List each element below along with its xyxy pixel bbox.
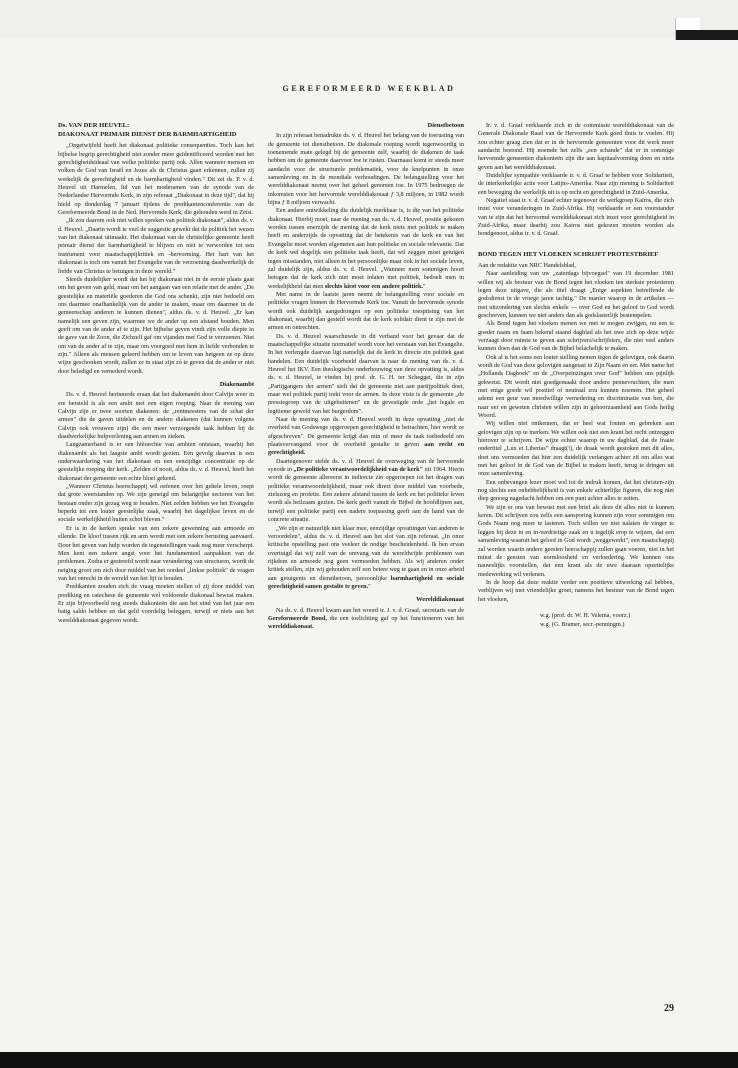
paragraph xyxy=(268,607,464,632)
paragraph: We zijn er ons van bewust met een brief als deze dit alles niet te kunnen keren. Dit schrijven zou zelfs een aansporing kunnen zijn voor sommigen om Gods Naam nog meer te lasteren. Toch willen we niet nalaten de vinger te leggen bij deze in en in-verdrietige zaak en u tegelijk erop te wijzen, dat een samenleving waaruit het geloof in God wordt „weggewerkt", een maatschappij zal worden waarin andere geesten heerschappij zullen gaan voeren, niet in het minst de geesten van normloosheid en verloedering. We kunnen ons nauwelijks voorstellen, dat een krant als de uwe daaraan opzettelijke medewerking wil verlenen. xyxy=(478,503,674,578)
paragraph: Negatief staat ir. v. d. Graaf echter tegenover de werkgroep Kairos, die zich inzet voor veranderingen in Zuid-Afrika. Hij verklaarde er een voorstander van te zijn dat het hervormd werelddiakonaat zich inzet voor gerechtigheid in Zuid-Afrika, maar daarbij zou Kairos niet gekozen moeten worden als bondgenoot, aldus ir. v. d. Graaf. xyxy=(478,197,674,238)
column-left xyxy=(58,122,254,625)
letter-addressee: Aan de redaktie van NRC Handelsblad, xyxy=(478,261,576,269)
column-right xyxy=(478,122,674,629)
paragraph: In de hoop dat deze reaktie verder een positieve uitwerking zal hebben, verblijven wij met vriendelijke groet, namens het bestuur van de Bond tegen het vloeken, xyxy=(478,578,674,603)
subheading-dienstbetoon: Dienstbetoon xyxy=(427,122,464,129)
letter-title: BOND TEGEN HET VLOEKEN SCHRIJFT PROTESTBRIEF xyxy=(478,250,659,258)
subheading-werelddiakonaat: Werelddiakonaat xyxy=(416,596,464,604)
page-number: 29 xyxy=(664,1003,674,1014)
paragraph: Steeds duidelijker wordt dat het bij diakonaat niet in de eerste plaats gaat om het geven van geld, maar om het aangaan van een relatie met de ander. „De geestelijke en materiële goederen die God ons schenkt, zijn niet bedoeld om ons daarmee onafhankelijk van de ander te maken, maar om daarmee in de gemeenschap anderen te kunnen dienen", aldus ds. v. d. Heuvel. „Er kan namelijk een geven zijn, waarmee we de ander op een afstand houden. Men geeft om van de ander af te zijn. Het bijbelse geven vindt zijn volle diepte in de gave van de Zoon, die Zichzelf gaf om vijanden met God te verzoenen. Niet om van de ander af te zijn, maar om voorgoed met hem in liefde verbonden te zijn." Alleen als mensen geleerd hebben om te leven van hetgeen ze op deze wijze geschonken wordt, zullen ze in staat zijn zó te geven dat de ander er niet door beledigd en vernederd wordt. xyxy=(58,275,254,375)
paragraph: Predikanten zouden zich de vraag moeten stellen of zij door middel van prediking en catechese de gemeente wel voldoende diakonaal bewust maken. Er zijn bijvoorbeeld nog steeds diakonieën die aan het eind van het jaar een batig saldo hebben en dat geld voordelig beleggen, terwijl er niets aan het werelddiakonaat gegeven wordt. xyxy=(58,583,254,624)
signature-line: w.g. (G. Bramer, secr.-penningm.) xyxy=(540,620,625,628)
emphasis: werelddiakonaat. xyxy=(268,623,314,631)
text-run: „We zijn er natuurlijk niet klaar mee, eenzijdige opvattingen van anderen te veroordelen", aldus ds. v. d. Heuvel aan het slot van zijn referaat. „In onze kritische opstelling past ons veeleer de nodige bescheidenheid. Ik ben ervan overtuigd dat wij zelf van de omvang van de wereldwijde problemen van rijkdom en armoede nog geen vermoeden hebben. Als wij anderen onder kritiek stellen, zijn wij gehouden zelf een betere weg te gaan en in onze arbeid aan getuigenis en dienstbetoon, persoonlijke xyxy=(268,524,464,582)
paragraph: In zijn referaat benadrukte ds. v. d. Heuvel het belang van de toerusting van de gemeente tot dienstbetoon. De diakonale roeping wordt tegenwoordig in toenemende mate gelegd bij de gemeente zelf, waarbij de diakenen de taak hebben om de gemeente daarvoor toe te rusten. Daarnaast komt er steeds meer aandacht voor de structurele problematiek, voor de knelpunten in onze samenleving en in de mondiale verhoudingen. De belangstelling voor het werelddiakonaat neemt over het geheel genomen toe. In 1975 bedroegen de inkomsten voor het hervormde werelddiakonaat ƒ 3,8 miljoen, in 1982 wordt bijna ƒ 8 miljoen verwacht. xyxy=(268,132,464,207)
text-run: " xyxy=(422,282,426,290)
running-header: GEREFORMEERD WEEKBLAD xyxy=(282,84,456,93)
text-run: Na ds. v. d. Heuvel kwam aan het woord ir. J. v. d. Graaf, secretaris van de xyxy=(276,606,464,614)
paragraph: Ds. v. d. Heuvel herinnerde eraan dat het diakenambt door Calvijn weer in ere hersteld is als een ambt met een eigen roeping. Naar de mening van Calvijn zijn er twee soorten diakenen: de „rentmeesters van de schat der armen" die de gaven uitdelen en de andere diakenen (dat kunnen volgens Calvijn ook vrouwen zijn) die een meer verzorgende taak hebben bij de daadwerkelijke hulpverlening aan armen en zieken. xyxy=(58,391,254,441)
paragraph: Ds. v. d. Heuvel waarschuwde in dit verband voor het gevaar dat de maatschappelijke situatie normatief wordt voor het verstaan van het Evangelie. In het verlengde daarvan ligt namelijk dat de kerk in directe zin politiek gaat handelen. Een duidelijk voorbeeld daarvan is naar de mening van ds. v. d. Heuvel het IKV. Een theologische onderbouwing van deze opvatting is, aldus ds. v. d. Heuvel, te vinden bij prof. dr. G. H. ter Schegget, die in zijn „Partijgangers der armen" stelt dat de gemeente niet aan partijpolitiek doet, maar wel politiek partij trekt voor de armen. In deze visie is de gemeente „de pressiegroep van de uitgebuitenen" en de gevestigde orde „het legale en legitieme geweld van het burgerdom". xyxy=(268,332,464,415)
scan-border-bottom xyxy=(0,1052,738,1068)
paragraph: „Wanneer Christus heerschappij wil oefenen over het gehele leven, roept dat grote weerstanden op. We zijn geneigd om belangrijke sectoren van het bestaan onder zijn gezag weg te houden. Niet zelden hebben we het Evangelie beperkt tot een louter geestelijke zaak, waarbij het dagelijkse leven en de sociale werkelijkheid buiten schot bleven." xyxy=(58,483,254,524)
paragraph: Wij willen niet ontkennen, dat er heel wat fouten en gebreken aan gelovigen zijn op te merken. We willen ook niet een krant het recht ontzeggen hierover te schrijven. De wijze echter waarop in uw dagblad, dat de fraaie ondertitel „Lux et Libertas" draagt(!), de draak wordt gestoken met dit alles, doet ons vermoeden dat hier een duidelijk verlangen achter zit om alles wat met het geloof in de God van de Bijbel te maken heeft, terug te dringen uit onze samenleving. xyxy=(478,420,674,478)
paragraph xyxy=(268,207,464,290)
paragraph: Ook al is het soms een louter stelling nemen tegen de gelovigen, ook daarin wordt de God van deze gelovigen aangetast in Zijn Naam en eer. Met name het „Hollands Dagboek" en de „Overpeinzingen over God" hebben ons pijnlijk gekwetst. Dit wordt niet goedgemaakt door andere pennevruchten, die men met enige goede wil positief of neutraal zou kunnen noemen. Het geheel ademt een geur van moedwillige vernedering en discriminatie van hen, die naar eer en geweten christen willen zijn in gehoorzaamheid aan Gods heilig Woord. xyxy=(478,353,674,419)
emphasis: aan recht en gerechtigheid. xyxy=(268,441,465,457)
paragraph: Ir. v. d. Graaf verklaarde zich in de commissie werelddiakonaat van de Generale Diakonale Raad van de Hervormde Kerk goed thuis te voelen. Hij zou echter graag zien dat er in de hervormde gemeenten voor dit werk meer aandacht bestond. Hij noemde het zelfs „een schande" dat er in sommige hervormde gemeenten diakonieën zijn die aan kapitaalvorming doen en niets geven aan het werelddiakonaat. xyxy=(478,122,674,171)
paragraph: Er is in de kerken sprake van een zekere gewenning aan armoede en ellende. De kloof tussen rijk en arm wordt met een zekere berusting aanvaard. Door het geven van hulp worden de tegenstellingen vaak nog meer verscherpt. Men kent een zekere angst voor het fundamenteel aanpakken van de problemen. Zodra er gestreefd wordt naar verandering van structuren, wordt de neiging groot om zich door middel van het oordeel „linkse politiek" de vragen van het onrecht in de wereld van het lijf te houden. xyxy=(58,524,254,582)
paragraph xyxy=(268,416,464,458)
paragraph: Duidelijke sympathie verklaarde ir. v. d. Graaf te hebben voor Solidariteit, de interkerkelijke actie voor Latijns-Amerika. Naar zijn mening is Solidariteit een beweging die werkelijk uit is op recht en gerechtigheid in Zuid-Amerika. xyxy=(478,172,674,196)
paragraph: Naar aanleiding van uw „zaterdags bijvoegsel" van 19 december 1981 willen wij als bestuur van de Bond tegen het vloeken ten sterkste protesteren tegen deze uitgave, die als titel draagt „Enige aspekten betreffende de godsdienst in de vroege jaren tachtig." De manier waarop in de artikelen — met uitzondering van slechts enkele — over God en het geloof in God wordt geschreven, kunnen we niet anders dan als godslasterlijk bestempelen. xyxy=(478,270,674,319)
emphasis: barmhartigheid en sociale gerechtigheid samen gestalte te geven. xyxy=(268,574,465,590)
text-run: die een toelichting gaf op het functioneren van het xyxy=(329,614,465,622)
text-run: uit 1964. Hierin wordt de gemeente allereerst in indirecte zin opgeroepen tot het dragen van politieke verantwoordelijkheid, maar ook direct door middel van voorbede, zielszorg en profetie. Een zekere afstand tussen de kerk en het politieke leven wordt als heilzaam gezien. De kerk geeft vanuit de Bijbel de hoofdlijnen aan, terwijl een politieke partij een nadere toepassing geeft aan de hand van de concrete situatie. xyxy=(268,466,465,524)
article-author: Ds. VAN DER HEUVEL: xyxy=(58,122,130,129)
subheading-diakenambt: Diakenambt xyxy=(219,380,254,388)
column-middle xyxy=(268,122,464,632)
scan-border-top xyxy=(0,0,738,38)
text-run: Naar de mening van ds. v. d. Heuvel wordt in deze opvatting „niet de overheid van Godswege opgeroepen gerechtigheid te betrachten, hier wordt ze afgeschreven". De gemeente krijgt dan min of meer de taak toebedeeld om plaatsvervangend voor de overheid gestalte te geven xyxy=(268,416,464,449)
article-title: DIAKONAAT PRIMAIR DIENST DER BARMHARTIGHEID xyxy=(58,131,237,139)
paragraph: Een onbevangen lezer moet wel tot de indruk komen, dat het christen-zijn nog slechts een onhebbelijkheid is van enkele achterlijke figuren, die nog niet diep genoeg nagedacht hebben om een punt achter alles te zetten. xyxy=(478,478,674,503)
text-run: Een andere ontwikkeling die duidelijk merkbaar is, is die van het politieke diakonaat. Hierbij moet, naar de mening van ds. v. d. Heuvel, positie gekozen worden tussen enerzijds de mening dat de kerk niets met politiek te maken heeft en anderzijds de opvatting dat de betekenis van de kerk en van het Evangelie moet worden afgemeten aan hun politieke en sociale relevantie. Dat de kerk wel degelijk een politieke taak heeft, dat wil zeggen moet getuigen tegen misstanden, niet alleen in het persoonlijke maar ook in het sociale leven, zal duidelijk zijn, aldus ds. v. d. Heuvel. „Wanneer men sommigen hoort betogen dat de kerk zich niet moet inlaten met politiek, bedoelt men in werkelijkheid dat men xyxy=(268,207,464,290)
paragraph: „Ongetwijfeld heeft het diakonaat politieke consequenties. Toch kan het bijbelse begrip gerechtigheid niet zonder meer geïdentificeerd worden met het gerechtigheidsideaal van welke politieke partij ook. Allen wanneer mensen en volken de God van Israël en Jezus als de Christus gaan erkennen, zullen zij werkelijk de gerechtigheid en de barmhartigheid vinden." Dit zei ds. P. v. d. Heuvel uit Harmelen, lid van het moderamen van de synode van de Nederlandse Hervormde Kerk, in zijn referaat „Diakonaat in deze tijd", dat hij hield op donderdag 7 januari tijdens de predikantenconferentie van de Gereformeerde Bond in de Ned. Hervormde Kerk, die gehouden werd in Zeist. xyxy=(58,142,254,217)
paragraph: Als Bond tegen het vloeken menen we met te mogen zwijgen, nu een te goeder naam en faam bekend staand dagblad als het uwe zich op deze wijze verzaagt door ruimte te geven aan schrijvers/schrijfsters, die niet veel anders kunnen doen dan de God van de Bijbel belachelijk te maken. xyxy=(478,320,674,353)
signature-block xyxy=(478,612,674,629)
paragraph xyxy=(268,458,464,525)
signature-line: w.g. (prof. dr. W. H. Velema, voorz.) xyxy=(540,611,631,619)
emphasis: „De politieke verantwoordelijkheid van de kerk" xyxy=(293,466,424,474)
paragraph: Langzamerhand is er een hiërarchie van ambten ontstaan, waarbij het diakenambt als het laagste ambt wordt gezien. Een gevolg daarvan is een onderwaardering van het diakonaat en een eenzijdige concentratie op de geestelijke roeping der kerk. „Zelden of nooit, aldus ds. v. d. Heuvel, heeft het diakonaat der gemeente een echte bloei gekend. xyxy=(58,441,254,482)
emphasis: slechts kiest voor een andere politiek. xyxy=(324,282,423,290)
text-run: " xyxy=(368,582,371,590)
paragraph xyxy=(268,525,464,592)
spacer xyxy=(478,239,674,251)
paragraph: „Ik zou daarom ook niet willen spreken van politiek diakonaat", aldus ds. v. d. Heuvel. „Daarin wordt te veel de suggestie gewekt dat de politiek het wezen van het diakonaat uitmaakt. Het diakonaat van de christelijke gemeente heeft primair dienst der barmhartigheid te blijven en niet te verworden tot een instrument voor maatschappijkritiek en -hervorming. Het hart van het diakonaat is toch om vanuit het Evangelie van de verzoening daadwerkelijk de liefde van Christus te betuigen in deze wereld." xyxy=(58,217,254,275)
paragraph: Met name in de laatste jaren neemt de belangstelling voor sociale en politieke vragen binnen de Hervormde Kerk toe. Vanuit de hervormde synode wordt ook duidelijk aangedrongen op een politieke toespitsing van het diakonaat, waarbij dan gesteld wordt dat de kerk solidair dient te zijn met de armen en ontrechten. xyxy=(268,290,464,332)
text-run: Daartegenover stelde ds. v. d. Heuvel de overweging van de hervormde synode in xyxy=(268,457,464,474)
emphasis: Gereformeerde Bond, xyxy=(268,614,327,622)
scan-edge-bar xyxy=(676,30,738,40)
